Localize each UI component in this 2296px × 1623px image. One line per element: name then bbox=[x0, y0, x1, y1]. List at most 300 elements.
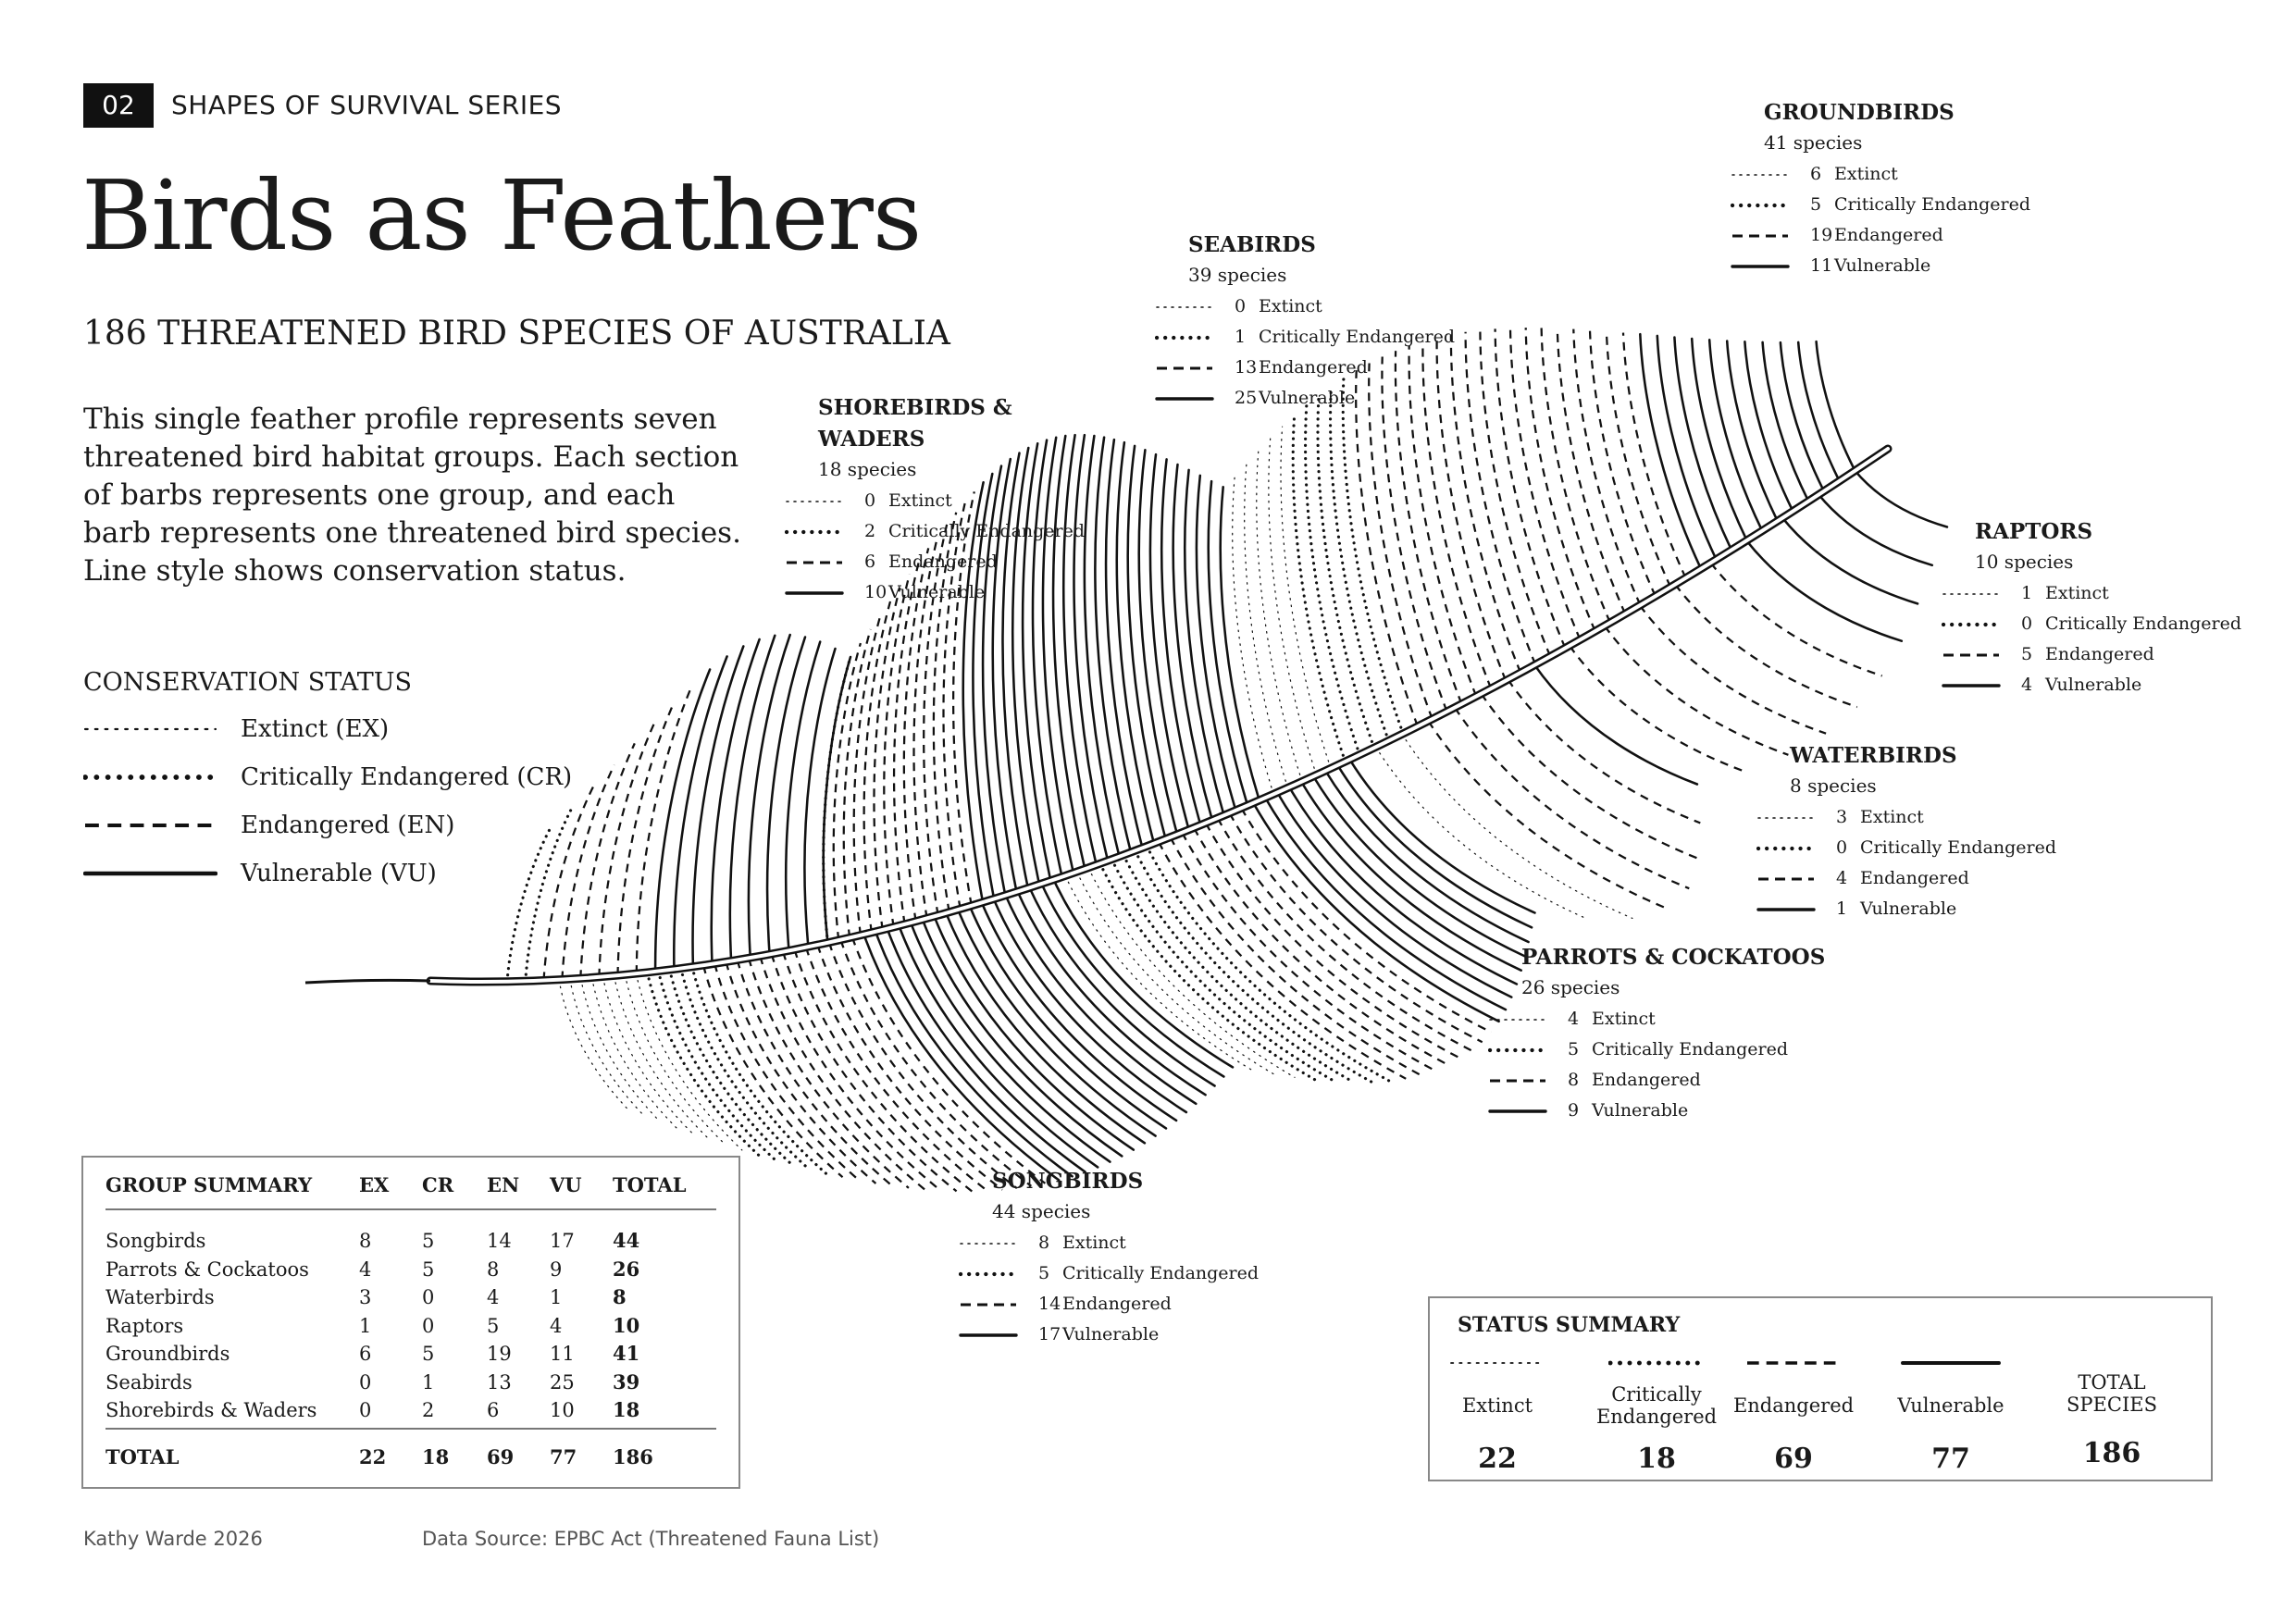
barb-critical bbox=[692, 967, 826, 1173]
barb-vulnerable bbox=[1085, 436, 1120, 857]
column-header: CR bbox=[422, 1173, 454, 1196]
table-row-name: Shorebirds & Waders bbox=[105, 1399, 317, 1421]
barb-vulnerable bbox=[1173, 465, 1212, 821]
table-row-name: Groundbirds bbox=[105, 1343, 230, 1365]
feather-rachis-core bbox=[430, 449, 1888, 982]
status-count: 4 bbox=[2021, 675, 2033, 695]
table-row-name: Waterbirds bbox=[105, 1286, 215, 1308]
table-cell: 10 bbox=[613, 1313, 640, 1337]
barb-extinct bbox=[1233, 475, 1273, 795]
table-cell: 5 bbox=[422, 1258, 435, 1281]
status-label: Critically Endangered bbox=[2045, 613, 2242, 634]
status-summary-label: Critically Endangered bbox=[1595, 1383, 1718, 1428]
legend-label: Endangered (EN) bbox=[241, 812, 455, 839]
table-cell: 8 bbox=[359, 1230, 372, 1252]
barb-endangered bbox=[1455, 708, 1689, 889]
endangered-line-sample bbox=[1155, 359, 1214, 378]
status-label: Endangered bbox=[1062, 1294, 1172, 1314]
extinct-line-sample bbox=[1449, 1354, 1545, 1372]
barb-endangered bbox=[1182, 833, 1435, 1072]
barb-vulnerable bbox=[1128, 446, 1166, 839]
barb-endangered bbox=[1409, 346, 1477, 697]
table-total-cell: 186 bbox=[613, 1445, 653, 1468]
status-summary-title: STATUS SUMMARY bbox=[1458, 1313, 1681, 1337]
vulnerable-line-sample bbox=[785, 584, 844, 602]
status-label: Vulnerable bbox=[888, 582, 986, 602]
barb-vulnerable bbox=[804, 649, 835, 947]
vulnerable-line-sample bbox=[1731, 257, 1790, 276]
group-status-row-vulnerable bbox=[785, 578, 1012, 609]
table-row-name: Parrots & Cockatoos bbox=[105, 1258, 309, 1281]
group-status-row-extinct bbox=[785, 487, 1012, 517]
group-name-line-2: WADERS bbox=[818, 427, 925, 452]
status-label: Extinct bbox=[1259, 296, 1322, 316]
status-count: 2 bbox=[864, 521, 876, 541]
barb-vulnerable bbox=[1781, 342, 1824, 491]
group-status-row-extinct bbox=[1756, 803, 1957, 834]
critical-line-sample bbox=[1731, 196, 1790, 215]
column-header: EX bbox=[359, 1173, 390, 1196]
status-count: 6 bbox=[1810, 164, 1822, 184]
table-cell: 0 bbox=[359, 1399, 372, 1421]
barb-vulnerable bbox=[712, 639, 760, 964]
extinct-line-sample bbox=[785, 492, 844, 511]
group-status-row-endangered bbox=[785, 548, 1012, 578]
barb-extinct bbox=[1054, 880, 1233, 1068]
status-count: 25 bbox=[1235, 388, 1258, 408]
barb-vulnerable bbox=[1095, 438, 1131, 852]
barb-endangered bbox=[749, 958, 909, 1188]
series-name: SHAPES OF SURVIVAL SERIES bbox=[171, 90, 563, 120]
table-cell: 6 bbox=[359, 1343, 372, 1365]
barb-vulnerable bbox=[1657, 336, 1717, 560]
group-label-groundbirds bbox=[1731, 97, 2031, 282]
vulnerable-line-sample bbox=[959, 1326, 1018, 1344]
barb-extinct bbox=[581, 978, 661, 1121]
status-label: Endangered bbox=[1259, 357, 1368, 378]
critical-line-sample bbox=[785, 523, 844, 541]
barb-vulnerable bbox=[1782, 518, 1917, 604]
status-label: Vulnerable bbox=[1834, 255, 1931, 276]
column-header: EN bbox=[487, 1173, 520, 1196]
barb-vulnerable bbox=[1727, 341, 1778, 522]
page-title: Birds as Feathers bbox=[81, 159, 922, 272]
barb-endangered bbox=[1194, 828, 1449, 1066]
barb-vulnerable bbox=[1117, 442, 1154, 843]
barb-vulnerable bbox=[1042, 884, 1224, 1076]
barb-endangered bbox=[1590, 330, 1656, 597]
critical-line-sample bbox=[1942, 615, 2001, 634]
group-status-row-vulnerable bbox=[959, 1320, 1160, 1351]
barb-vulnerable bbox=[1018, 892, 1206, 1096]
status-label: Vulnerable bbox=[1592, 1100, 1689, 1121]
barb-endangered bbox=[1422, 341, 1491, 688]
table-cell: 4 bbox=[550, 1314, 563, 1337]
group-status-row-endangered bbox=[1756, 864, 1969, 895]
group-label-seabirds bbox=[1155, 229, 1456, 415]
column-header: TOTAL bbox=[613, 1173, 687, 1196]
barb-extinct bbox=[614, 976, 710, 1140]
barb-vulnerable bbox=[1534, 665, 1697, 785]
barb-vulnerable bbox=[1054, 880, 1233, 1068]
status-summary-label: TOTAL SPECIES bbox=[2066, 1371, 2157, 1416]
table-total-label: TOTAL bbox=[105, 1445, 180, 1468]
group-name: WATERBIRDS bbox=[1790, 743, 1957, 768]
legend-label: Vulnerable (VU) bbox=[241, 860, 437, 887]
critical-line-sample bbox=[1155, 328, 1214, 347]
status-label: Endangered bbox=[1592, 1070, 1701, 1090]
endangered-line-sample bbox=[959, 1295, 1018, 1314]
table-cell: 26 bbox=[613, 1257, 640, 1281]
group-name: PARROTS & COCKATOOS bbox=[1521, 945, 1826, 970]
table-cell: 1 bbox=[550, 1286, 563, 1308]
vulnerable-line-sample bbox=[1942, 676, 2001, 695]
group-status-row-endangered bbox=[1942, 640, 2154, 671]
status-count: 1 bbox=[1836, 898, 1848, 919]
group-summary-table bbox=[81, 1156, 740, 1489]
group-status-row-extinct bbox=[1731, 160, 1955, 191]
barb-endangered bbox=[1711, 563, 1882, 675]
barb-endangered bbox=[894, 561, 919, 924]
barb-vulnerable bbox=[1063, 435, 1096, 865]
table-divider bbox=[105, 1208, 716, 1210]
barb-endangered bbox=[834, 643, 861, 940]
barb-endangered bbox=[1508, 679, 1700, 823]
vulnerable-line-sample bbox=[1901, 1354, 2001, 1372]
table-cell: 1 bbox=[359, 1314, 372, 1337]
status-summary-critical bbox=[1578, 1354, 1735, 1475]
barb-critical bbox=[659, 972, 776, 1160]
group-status-row-critical bbox=[1731, 191, 2031, 221]
status-label: Extinct bbox=[888, 490, 952, 511]
group-status-row-critical bbox=[785, 517, 1086, 548]
feather-quill bbox=[305, 980, 430, 983]
status-label: Critically Endangered bbox=[1259, 327, 1456, 347]
barb-endangered bbox=[1382, 357, 1446, 712]
group-status-row-critical bbox=[1756, 834, 2057, 864]
feather-rachis-outline bbox=[430, 449, 1888, 982]
group-species-count: 10 species bbox=[1975, 551, 2074, 573]
barb-endangered bbox=[1573, 329, 1640, 605]
status-label: Extinct bbox=[1062, 1233, 1126, 1253]
status-count: 0 bbox=[1836, 837, 1848, 858]
barb-critical bbox=[507, 827, 551, 982]
status-count: 10 bbox=[864, 582, 887, 602]
critical-line-sample bbox=[1756, 839, 1816, 858]
status-label: Vulnerable bbox=[1259, 388, 1356, 408]
status-label: Critically Endangered bbox=[1062, 1263, 1260, 1283]
group-name: GROUNDBIRDS bbox=[1764, 100, 1955, 125]
barb-endangered bbox=[580, 743, 635, 978]
group-status-row-critical bbox=[1488, 1035, 1825, 1066]
barb-critical bbox=[1293, 416, 1345, 762]
column-header: VU bbox=[550, 1173, 582, 1196]
status-count: 8 bbox=[1038, 1233, 1050, 1253]
table-cell: 39 bbox=[613, 1369, 640, 1394]
table-total-cell: 18 bbox=[422, 1445, 450, 1468]
table-divider bbox=[105, 1428, 716, 1430]
table-row-name: Songbirds bbox=[105, 1230, 206, 1252]
status-label: Critically Endangered bbox=[888, 521, 1086, 541]
legend-label: Extinct (EX) bbox=[241, 715, 390, 743]
group-status-row-critical bbox=[1155, 323, 1456, 353]
vulnerable-line-sample bbox=[1488, 1102, 1547, 1121]
barb-section-shorebirds bbox=[507, 635, 850, 982]
group-species-count: 8 species bbox=[1790, 774, 1877, 797]
group-label-songbirds bbox=[959, 1166, 1260, 1351]
status-label: Extinct bbox=[1860, 807, 1924, 827]
group-species-count: 44 species bbox=[992, 1200, 1091, 1222]
status-label: Endangered bbox=[2045, 644, 2154, 664]
table-cell: 9 bbox=[550, 1258, 563, 1281]
status-count: 4 bbox=[1568, 1009, 1580, 1029]
status-label: Endangered bbox=[1834, 225, 1943, 245]
table-cell: 6 bbox=[487, 1399, 500, 1421]
table-cell: 4 bbox=[487, 1286, 500, 1308]
barb-extinct bbox=[1402, 734, 1632, 918]
status-label: Vulnerable bbox=[1860, 898, 1957, 919]
barb-vulnerable bbox=[1855, 471, 1948, 527]
barb-critical bbox=[1318, 396, 1374, 748]
endangered-line-sample bbox=[1731, 227, 1790, 245]
barb-vulnerable bbox=[1106, 440, 1142, 848]
group-label-shorebirds bbox=[785, 392, 1086, 609]
table-row-name: Seabirds bbox=[105, 1370, 192, 1394]
barb-extinct bbox=[592, 978, 676, 1128]
barb-extinct bbox=[570, 979, 644, 1116]
table-cell: 10 bbox=[550, 1399, 575, 1421]
status-summary-value: 18 bbox=[1637, 1443, 1676, 1475]
table-total-cell: 77 bbox=[550, 1445, 577, 1468]
page-subtitle: 186 THREATENED BIRD SPECIES OF AUSTRALIA bbox=[83, 315, 950, 353]
barb-endangered bbox=[844, 629, 871, 938]
barb-critical bbox=[1123, 855, 1354, 1082]
endangered-line-sample bbox=[785, 553, 844, 572]
group-name: RAPTORS bbox=[1975, 519, 2093, 544]
barb-endangered bbox=[1171, 837, 1421, 1076]
table-cell: 44 bbox=[613, 1229, 640, 1252]
barb-critical bbox=[1147, 847, 1389, 1082]
endangered-line-sample bbox=[1745, 1354, 1842, 1372]
endangered-line-sample bbox=[1942, 646, 2001, 664]
barb-extinct bbox=[1065, 876, 1253, 1072]
barb-endangered bbox=[1675, 585, 1857, 708]
vulnerable-line-sample bbox=[1756, 900, 1816, 919]
group-status-row-vulnerable bbox=[1155, 384, 1356, 415]
barb-vulnerable bbox=[1209, 481, 1247, 805]
status-summary-value: 69 bbox=[1774, 1443, 1813, 1475]
barb-vulnerable bbox=[1139, 450, 1177, 835]
legend-label: Critically Endangered (CR) bbox=[241, 763, 573, 791]
status-count: 1 bbox=[1235, 327, 1247, 347]
barb-extinct bbox=[625, 974, 726, 1145]
vulnerable-line-sample bbox=[1155, 390, 1214, 408]
barb-extinct bbox=[1376, 747, 1587, 919]
group-status-row-extinct bbox=[1155, 292, 1322, 323]
barb-critical bbox=[670, 970, 793, 1165]
status-summary-label: Extinct bbox=[1461, 1394, 1533, 1417]
barb-endangered bbox=[1396, 351, 1462, 704]
barb-endangered bbox=[1558, 328, 1625, 614]
table-cell: 3 bbox=[359, 1286, 372, 1308]
group-label-parrots bbox=[1488, 942, 1825, 1127]
barb-endangered bbox=[1482, 694, 1700, 860]
barb-critical bbox=[681, 969, 810, 1170]
status-count: 5 bbox=[2021, 644, 2033, 664]
table-cell: 2 bbox=[422, 1399, 435, 1421]
table-total-cell: 22 bbox=[359, 1445, 387, 1468]
status-label: Vulnerable bbox=[2045, 675, 2142, 695]
status-summary-extinct bbox=[1419, 1354, 1576, 1475]
status-summary-vulnerable bbox=[1872, 1354, 2029, 1475]
author-credit: Kathy Warde 2026 bbox=[83, 1528, 263, 1550]
group-label-raptors bbox=[1942, 516, 2242, 701]
extinct-line-sample bbox=[1488, 1010, 1547, 1029]
status-count: 5 bbox=[1810, 194, 1822, 215]
extinct-line-sample bbox=[1155, 298, 1214, 316]
table-cell: 25 bbox=[550, 1370, 575, 1394]
barb-vulnerable bbox=[1350, 760, 1535, 913]
group-status-row-extinct bbox=[1942, 579, 2109, 610]
barb-vulnerable bbox=[1744, 341, 1793, 511]
status-summary-total bbox=[2033, 1354, 2191, 1469]
status-label: Extinct bbox=[2045, 583, 2109, 603]
endangered-line-sample bbox=[1756, 870, 1816, 888]
table-cell: 41 bbox=[613, 1342, 640, 1365]
critical-line-sample bbox=[959, 1265, 1018, 1283]
barb-vulnerable bbox=[1692, 339, 1746, 540]
group-status-row-vulnerable bbox=[1488, 1096, 1825, 1127]
group-name: SEABIRDS bbox=[1188, 232, 1316, 257]
table-cell: 14 bbox=[487, 1230, 512, 1252]
barb-critical bbox=[526, 808, 573, 982]
intro-paragraph: This single feather profile represents seven threatened bird habitat groups. Each section of barbs represents one group, and each barb represents one threatened bird species. Line style shows conservation status. bbox=[83, 403, 741, 588]
barb-critical bbox=[648, 973, 759, 1156]
group-status-row-vulnerable bbox=[1942, 671, 2142, 701]
table-cell: 1 bbox=[422, 1370, 435, 1394]
status-count: 14 bbox=[1038, 1294, 1061, 1314]
barb-vulnerable bbox=[1640, 334, 1701, 569]
barb-vulnerable bbox=[1746, 540, 1902, 640]
table-cell: 0 bbox=[359, 1370, 372, 1394]
table-cell: 0 bbox=[422, 1286, 435, 1308]
status-label: Endangered bbox=[888, 551, 998, 572]
barb-critical bbox=[1331, 387, 1389, 741]
group-summary-title: GROUP SUMMARY bbox=[105, 1173, 313, 1196]
barb-vulnerable bbox=[1817, 341, 1855, 471]
status-count: 4 bbox=[1836, 868, 1848, 888]
status-label: Critically Endangered bbox=[1592, 1039, 1789, 1059]
barb-extinct bbox=[1257, 450, 1302, 781]
barb-section-parrots bbox=[1054, 760, 1535, 1083]
barb-vulnerable bbox=[1053, 436, 1085, 869]
barb-vulnerable bbox=[749, 635, 790, 958]
barb-vulnerable bbox=[1709, 340, 1762, 530]
status-count: 6 bbox=[864, 551, 876, 572]
critical-line-sample bbox=[1488, 1041, 1547, 1059]
table-cell: 13 bbox=[487, 1370, 512, 1394]
table-cell: 5 bbox=[487, 1314, 500, 1337]
table-total-cell: 69 bbox=[487, 1445, 515, 1468]
table-cell: 8 bbox=[613, 1285, 627, 1308]
table-cell: 11 bbox=[550, 1343, 575, 1365]
table-cell: 19 bbox=[487, 1343, 512, 1365]
barb-vulnerable bbox=[1161, 459, 1200, 824]
status-count: 0 bbox=[864, 490, 876, 511]
table-cell: 5 bbox=[422, 1343, 435, 1365]
data-source: Data Source: EPBC Act (Threatened Fauna List) bbox=[422, 1528, 880, 1550]
status-summary-label: Vulnerable bbox=[1897, 1394, 2004, 1417]
status-summary-endangered bbox=[1715, 1354, 1872, 1475]
status-count: 0 bbox=[1235, 296, 1247, 316]
status-count: 13 bbox=[1235, 357, 1258, 378]
status-count: 5 bbox=[1568, 1039, 1580, 1059]
group-status-row-endangered bbox=[1488, 1066, 1825, 1096]
barb-extinct bbox=[1269, 438, 1317, 774]
barb-endangered bbox=[1526, 328, 1595, 631]
extinct-line-sample bbox=[1756, 809, 1816, 827]
barb-extinct bbox=[1534, 665, 1697, 785]
barb-endangered bbox=[1570, 646, 1744, 772]
status-summary-value: 186 bbox=[2082, 1437, 2141, 1469]
table-cell: 8 bbox=[487, 1258, 500, 1281]
group-species-count: 26 species bbox=[1521, 976, 1620, 998]
status-count: 0 bbox=[2021, 613, 2033, 634]
status-label: Extinct bbox=[1592, 1009, 1656, 1029]
group-label-waterbirds bbox=[1756, 740, 2057, 925]
table-cell: 0 bbox=[422, 1314, 435, 1337]
barb-vulnerable bbox=[1074, 435, 1109, 861]
status-count: 9 bbox=[1568, 1100, 1580, 1121]
barb-endangered bbox=[1480, 330, 1550, 657]
group-status-row-endangered bbox=[1155, 353, 1368, 384]
status-count: 11 bbox=[1810, 255, 1833, 276]
barb-endangered bbox=[1496, 328, 1566, 648]
status-count: 8 bbox=[1568, 1070, 1580, 1090]
barb-extinct bbox=[559, 980, 628, 1110]
status-count: 1 bbox=[2021, 583, 2033, 603]
group-name: SONGBIRDS bbox=[992, 1169, 1144, 1194]
group-species-count: 41 species bbox=[1764, 131, 1863, 154]
status-summary-box bbox=[1428, 1296, 2213, 1481]
barb-vulnerable bbox=[1197, 476, 1235, 811]
series-number-badge: 02 bbox=[83, 83, 154, 128]
status-count: 5 bbox=[1038, 1263, 1050, 1283]
table-cell: 17 bbox=[550, 1230, 575, 1252]
status-summary-label: Endangered bbox=[1732, 1394, 1855, 1417]
barb-vulnerable bbox=[1185, 470, 1223, 815]
status-label: Extinct bbox=[1834, 164, 1898, 184]
group-name: SHOREBIRDS & bbox=[818, 395, 1012, 420]
status-count: 3 bbox=[1836, 807, 1848, 827]
status-label: Vulnerable bbox=[1062, 1324, 1160, 1344]
status-summary-value: 22 bbox=[1478, 1443, 1517, 1475]
table-cell: 4 bbox=[359, 1258, 372, 1281]
barb-endangered bbox=[1428, 721, 1667, 909]
barb-vulnerable bbox=[1150, 454, 1189, 830]
barb-endangered bbox=[1369, 364, 1433, 720]
barb-endangered bbox=[1605, 626, 1789, 754]
table-cell: 5 bbox=[422, 1230, 435, 1252]
barb-endangered bbox=[1356, 370, 1418, 726]
endangered-line-sample bbox=[1488, 1072, 1547, 1090]
barb-vulnerable bbox=[1674, 338, 1731, 551]
barb-extinct bbox=[1350, 760, 1535, 913]
group-status-row-vulnerable bbox=[1731, 252, 1955, 282]
group-status-row-extinct bbox=[959, 1229, 1143, 1259]
status-label: Critically Endangered bbox=[1860, 837, 2057, 858]
status-label: Endangered bbox=[1860, 868, 1969, 888]
